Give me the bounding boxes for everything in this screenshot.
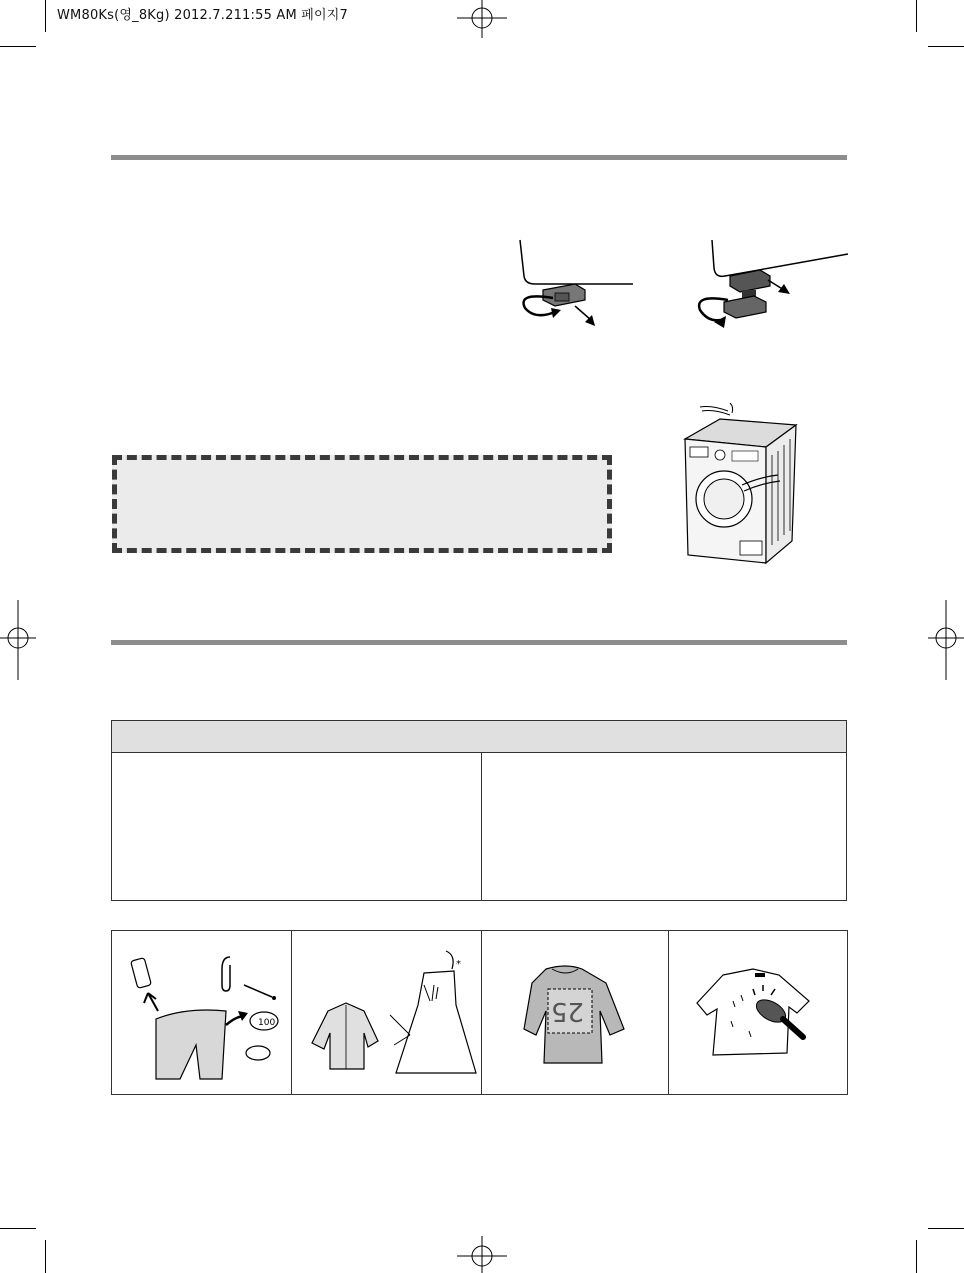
svg-text:100: 100 — [258, 1018, 276, 1028]
turn-inside-out-icon — [522, 959, 632, 1069]
leveling-foot-tighten-icon — [515, 238, 640, 333]
washing-machine-icon — [680, 395, 805, 570]
empty-pockets-icon — [126, 945, 286, 1085]
empty-pockets-cell — [112, 931, 292, 1094]
inside-out-cell — [482, 931, 669, 1094]
fasten-ties-icon — [306, 945, 476, 1085]
leveling-foot-adjust-icon — [690, 238, 850, 328]
section-rule-middle — [111, 640, 847, 645]
fasten-ties-cell — [292, 931, 482, 1094]
info-table — [111, 720, 847, 901]
registration-mark-bottom — [457, 1236, 507, 1273]
info-table-divider — [481, 752, 482, 900]
svg-text:25: 25 — [550, 996, 584, 1026]
note-box — [112, 455, 612, 553]
pretreat-stain-icon — [693, 961, 823, 1061]
registration-mark-top — [457, 0, 507, 40]
pretreat-stain-cell — [669, 931, 847, 1094]
info-table-header — [112, 721, 846, 753]
laundry-tips-table — [111, 930, 848, 1095]
print-header-label: WM80Ks(영_8Kg) 2012.7.211:55 AM 페이지7 — [57, 8, 348, 23]
section-rule-top — [111, 155, 847, 160]
registration-mark-left — [0, 600, 38, 680]
registration-mark-right — [926, 600, 964, 680]
svg-text:*: * — [456, 959, 461, 970]
